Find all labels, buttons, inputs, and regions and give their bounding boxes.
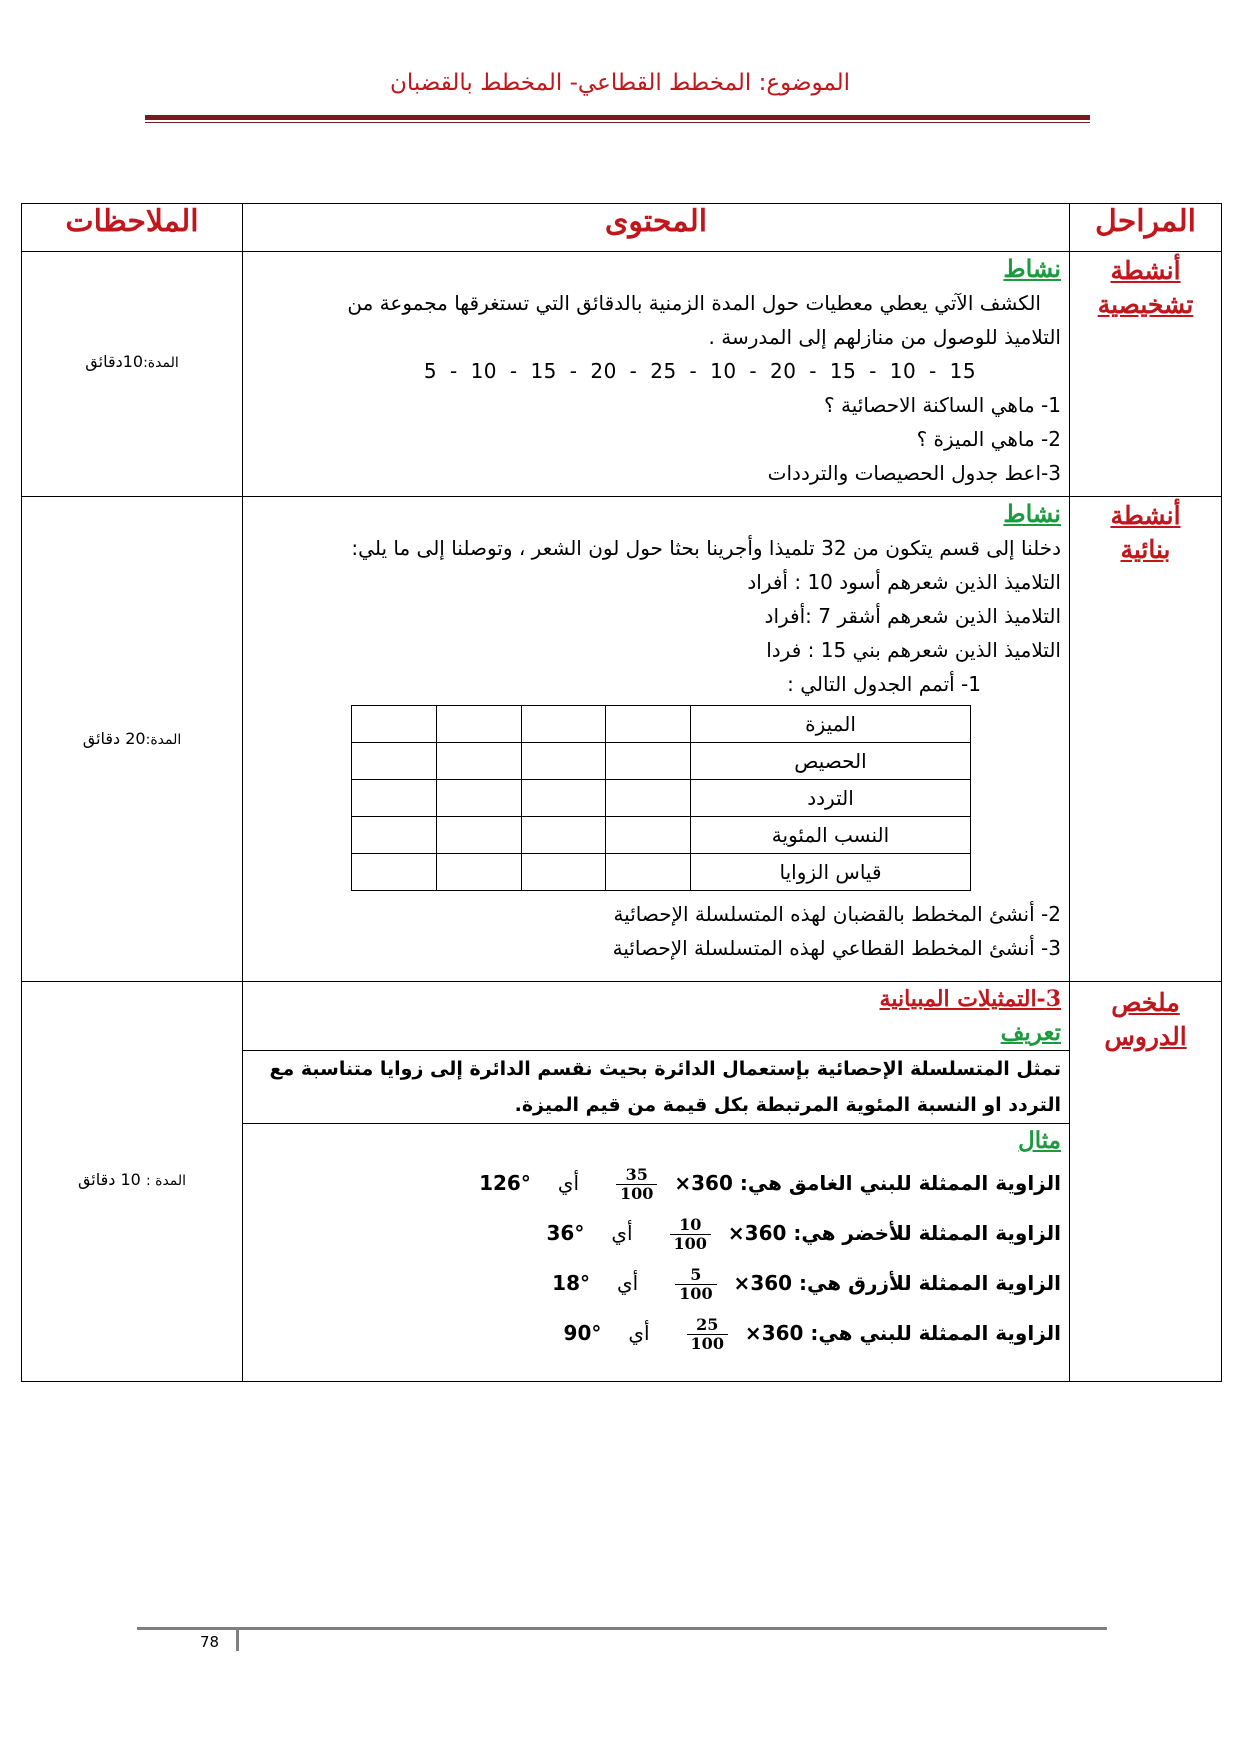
header-notes: الملاحظات bbox=[22, 204, 243, 252]
angle-result: 90° bbox=[563, 1321, 602, 1345]
duration-value: 10دقائق bbox=[85, 352, 144, 371]
row-label: الحصيص bbox=[691, 743, 971, 780]
page-number: 78 bbox=[200, 1633, 220, 1651]
table-row bbox=[352, 706, 971, 743]
footer-divider bbox=[137, 1627, 1107, 1630]
empty-cell bbox=[436, 706, 521, 743]
stage-constructive bbox=[1070, 497, 1222, 982]
empty-cell bbox=[606, 817, 691, 854]
empty-cell bbox=[606, 780, 691, 817]
stage-diagnostic bbox=[1070, 252, 1222, 497]
question-2: 2- ماهي الميزة ؟ bbox=[916, 427, 1061, 451]
empty-cell bbox=[352, 743, 437, 780]
header-divider-thin bbox=[145, 122, 1090, 123]
empty-cell bbox=[521, 706, 606, 743]
problem-line-2: التلاميذ للوصول من منازلهم إلى المدرسة . bbox=[708, 325, 1061, 349]
table-header-row bbox=[22, 204, 1222, 252]
fact-3: التلاميذ الذين شعرهم بني 15 : فردا bbox=[766, 638, 1061, 662]
duration-label: المدة: bbox=[143, 355, 179, 371]
lesson-section-title: 3-التمثيلات المبيانية bbox=[879, 986, 1061, 1012]
fraction-numerator: 10 bbox=[670, 1216, 711, 1235]
definition-label: تعريف bbox=[1000, 1019, 1061, 1046]
example-line-4 bbox=[249, 1308, 1061, 1358]
example-line-2 bbox=[249, 1208, 1061, 1258]
row-label: التردد bbox=[691, 780, 971, 817]
duration-note bbox=[22, 1170, 242, 1189]
duration-note bbox=[22, 729, 242, 748]
task-1: 1- أتمم الجدول التالي : bbox=[787, 672, 981, 696]
row-label: النسب المئوية bbox=[691, 817, 971, 854]
table-row bbox=[352, 817, 971, 854]
empty-cell bbox=[352, 817, 437, 854]
task-3: 3- أنشئ المخطط القطاعي لهذه المتسلسلة الإحصائية bbox=[612, 936, 1061, 960]
fraction bbox=[687, 1316, 728, 1353]
empty-cell bbox=[352, 854, 437, 891]
lesson-plan-table bbox=[21, 203, 1222, 1382]
table-row-summary bbox=[22, 982, 1222, 1382]
empty-cell bbox=[521, 854, 606, 891]
example-block bbox=[243, 1123, 1069, 1358]
duration-label: المدة: bbox=[145, 732, 182, 748]
exercise-table bbox=[351, 705, 971, 891]
duration-label: المدة : bbox=[145, 1173, 187, 1189]
table-row bbox=[352, 854, 971, 891]
angle-result: 18° bbox=[552, 1271, 591, 1295]
example-text: الزاوية الممثلة للبني الغامق هي: 360× bbox=[674, 1171, 1061, 1195]
question-3: 3-اعط جدول الحصيصات والترددات bbox=[767, 461, 1061, 485]
table-row-diagnostic bbox=[22, 252, 1222, 497]
fact-1: التلاميذ الذين شعرهم أسود 10 : أفراد bbox=[747, 570, 1061, 594]
or-word: أي bbox=[628, 1321, 650, 1345]
stage-label-line2: بنائية bbox=[1120, 535, 1171, 564]
notes-summary bbox=[22, 982, 243, 1382]
page-title: الموضوع: المخطط القطاعي- المخطط بالقضبان bbox=[389, 70, 851, 96]
stage-label-line1: ملخص bbox=[1111, 988, 1180, 1017]
fraction-numerator: 35 bbox=[616, 1166, 657, 1185]
empty-cell bbox=[436, 817, 521, 854]
fraction bbox=[670, 1216, 711, 1253]
empty-cell bbox=[352, 780, 437, 817]
example-label: مثال bbox=[1018, 1127, 1061, 1154]
fraction bbox=[675, 1266, 716, 1303]
activity-label: نشاط bbox=[1003, 254, 1061, 283]
duration-note bbox=[22, 352, 242, 371]
definition-block bbox=[243, 1050, 1069, 1123]
stage-label-line1: أنشطة bbox=[1110, 256, 1181, 285]
content-diagnostic bbox=[243, 252, 1070, 497]
task-2: 2- أنشئ المخطط بالقضبان لهذه المتسلسلة الإحصائية bbox=[613, 902, 1061, 926]
header-content: المحتوى bbox=[243, 204, 1070, 252]
stage-label-line1: أنشطة bbox=[1110, 501, 1181, 530]
problem-line-1: الكشف الآتي يعطي معطيات حول المدة الزمنية بالدقائق التي تستغرقها مجموعة من bbox=[347, 291, 1041, 315]
notes-diagnostic bbox=[22, 252, 243, 497]
page-header bbox=[0, 70, 1240, 96]
definition-line-1: تمثل المتسلسلة الإحصائية بإستعمال الدائرة بحيث نقسم الدائرة إلى زوايا متناسبة مع bbox=[269, 1058, 1061, 1080]
content-constructive bbox=[243, 497, 1070, 982]
fraction-denominator: 100 bbox=[673, 1234, 707, 1253]
duration-value: 20 دقائق bbox=[82, 729, 146, 748]
example-line-3 bbox=[249, 1258, 1061, 1308]
fraction-denominator: 100 bbox=[620, 1184, 654, 1203]
or-word: أي bbox=[616, 1271, 639, 1295]
content-summary bbox=[243, 982, 1070, 1382]
example-text: الزاوية الممثلة للبني هي: 360× bbox=[744, 1321, 1061, 1345]
stage-summary bbox=[1070, 982, 1222, 1382]
example-text: الزاوية الممثلة للأخضر هي: 360× bbox=[727, 1221, 1061, 1245]
notes-constructive bbox=[22, 497, 243, 982]
empty-cell bbox=[436, 743, 521, 780]
table-row bbox=[352, 743, 971, 780]
empty-cell bbox=[606, 706, 691, 743]
question-1: 1- ماهي الساكنة الاحصائية ؟ bbox=[824, 393, 1061, 417]
problem-intro: دخلنا إلى قسم يتكون من 32 تلميذا وأجرينا بحثا حول لون الشعر ، وتوصلنا إلى ما يلي: bbox=[351, 536, 1061, 560]
header-stages: المراحل bbox=[1070, 204, 1222, 252]
definition-line-2: التردد او النسبة المئوية المرتبطة بكل قيمة من قيم الميزة. bbox=[514, 1094, 1061, 1116]
table-row bbox=[352, 780, 971, 817]
header-divider bbox=[145, 115, 1090, 120]
example-line-1 bbox=[249, 1158, 1061, 1208]
stage-label-line2: تشخيصية bbox=[1097, 290, 1194, 319]
data-series: 5 - 10 - 15 - 20 - 25 - 10 - 20 - 15 - 10 - 15 bbox=[423, 359, 977, 383]
duration-value: 10 دقائق bbox=[77, 1170, 141, 1189]
angle-result: 126° bbox=[479, 1171, 531, 1195]
or-word: أي bbox=[557, 1171, 580, 1195]
empty-cell bbox=[521, 743, 606, 780]
table-row-constructive bbox=[22, 497, 1222, 982]
fraction bbox=[616, 1166, 657, 1203]
fraction-numerator: 25 bbox=[687, 1316, 728, 1335]
angle-result: 36° bbox=[546, 1221, 585, 1245]
fraction-numerator: 5 bbox=[675, 1266, 716, 1285]
activity-label: نشاط bbox=[1003, 499, 1061, 528]
or-word: أي bbox=[611, 1221, 633, 1245]
empty-cell bbox=[352, 706, 437, 743]
empty-cell bbox=[521, 817, 606, 854]
footer-divider-vertical bbox=[236, 1627, 239, 1651]
example-text: الزاوية الممثلة للأزرق هي: 360× bbox=[733, 1271, 1061, 1295]
row-label: الميزة bbox=[691, 706, 971, 743]
empty-cell bbox=[606, 854, 691, 891]
empty-cell bbox=[521, 780, 606, 817]
fraction-denominator: 100 bbox=[679, 1284, 713, 1303]
empty-cell bbox=[606, 743, 691, 780]
empty-cell bbox=[436, 780, 521, 817]
empty-cell bbox=[436, 854, 521, 891]
row-label: قياس الزوايا bbox=[691, 854, 971, 891]
fraction-denominator: 100 bbox=[690, 1334, 724, 1353]
stage-label-line2: الدروس bbox=[1104, 1022, 1187, 1051]
fact-2: التلاميذ الذين شعرهم أشقر 7 :أفراد bbox=[764, 604, 1061, 628]
